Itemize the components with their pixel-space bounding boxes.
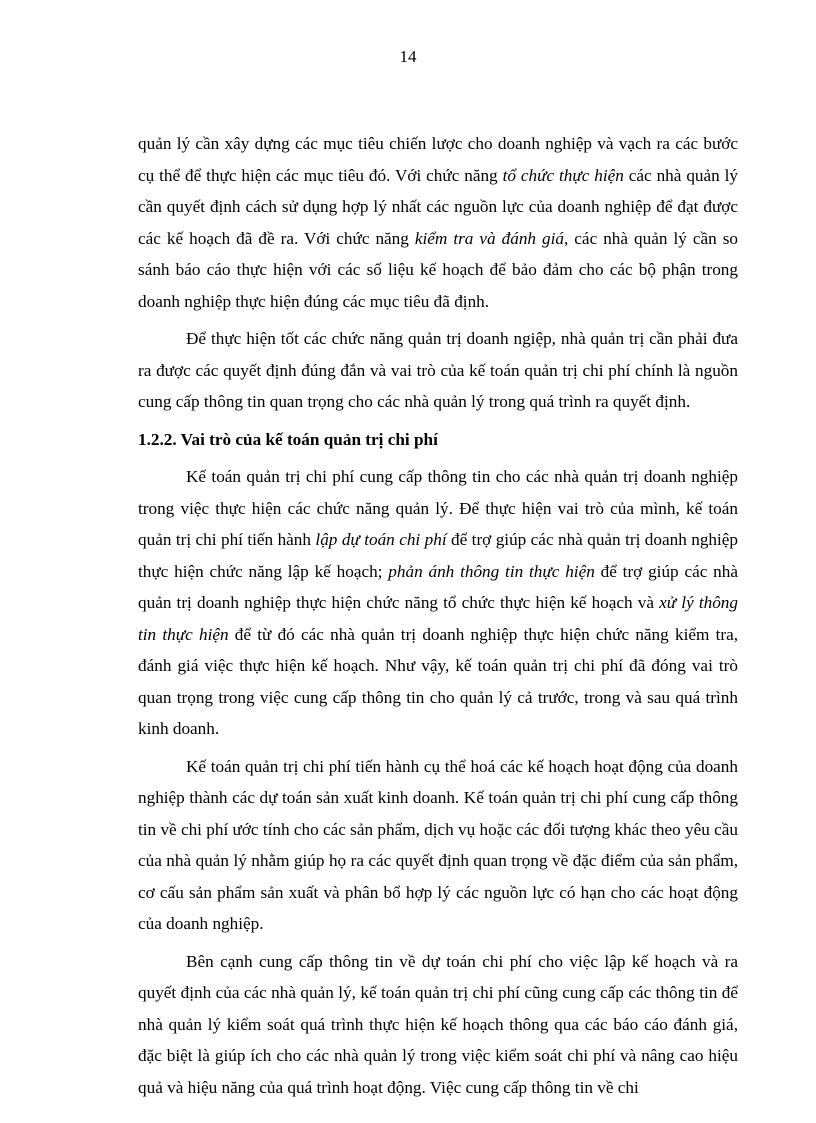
paragraph-text: Kế toán quản trị chi phí cung cấp thông tin cho các nhà quản trị doanh nghiệp trong việc thực hiện các chức năng quản lý. Để thực hiện vai trò của mình, kế toán quản trị chi phí tiến hành	[138, 467, 738, 549]
paragraph-text: quản lý cần xây dựng các mục tiêu chiến lược cho doanh nghiệp và vạch ra các bước cụ thể để thực hiện các mục tiêu đó. Với chức năng	[138, 134, 738, 185]
page-number: 14	[399, 47, 417, 66]
paragraph-text: để trợ giúp các nhà quản trị doanh nghiệp thực hiện chức năng tổ chức thực hiện kế hoạch và	[138, 561, 738, 612]
emphasis-text: lập dự toán chi phí	[315, 530, 447, 549]
paragraph-decision-making: Để thực hiện tốt các chức năng quản trị doanh ngiệp, nhà quản trị cần phải đưa ra được các quyết định đúng đắn và vai trò của kế toán quản trị chi phí chính là nguồn cung cấp thông tin quan trọng cho các nhà quản lý trong quá trình ra quyết định.	[138, 329, 738, 411]
paragraph-management-functions	[138, 128, 738, 317]
document-body	[138, 128, 738, 1109]
paragraph-cost-control: Bên cạnh cung cấp thông tin về dự toán chi phí cho việc lập kế hoạch và ra quyết định của các nhà quản lý, kế toán quản trị chi phí cũng cung cấp các thông tin để nhà quản lý kiểm soát quá trình thực hiện kế hoạch thông qua các báo cáo đánh giá, đặc biệt là giúp ích cho các nhà quản lý trong việc kiểm soát chi phí và nâng cao hiệu quả và hiệu năng của quá trình hoạt động. Việc cung cấp thông tin về chi	[138, 951, 738, 1097]
emphasis-text: kiểm tra và đánh giá	[414, 228, 564, 248]
paragraph-production-estimates: Kế toán quản trị chi phí tiến hành cụ thể hoá các kế hoạch hoạt động của doanh nghiệp thành các dự toán sản xuất kinh doanh. Kế toán quản trị chi phí cung cấp thông tin về chi phí ước tính cho các sản phẩm, dịch vụ hoặc các đối tượng khác theo yêu cầu của nhà quản lý nhằm giúp họ ra các quyết định quan trọng về đặc điểm của sản phẩm, cơ cấu sản phẩm sản xuất và phân bổ hợp lý các nguồn lực có hạn cho các hoạt động của doanh nghiệp.	[138, 756, 738, 933]
paragraph-text: để trợ giúp các nhà quản trị doanh nghiệp thực hiện chức năng lập kế hoạch;	[138, 530, 738, 581]
paragraph-text: , các nhà quản lý cần so sánh báo cáo thực hiện với các số liệu kế hoạch để bảo đảm cho các bộ phận trong doanh nghiệp thực hiện đúng các mục tiêu đã định.	[138, 228, 738, 311]
paragraph-text: để từ đó các nhà quản trị doanh nghiệp thực hiện chức năng kiểm tra, đánh giá việc thực hiện kế hoạch. Như vậy, kế toán quản trị chi phí đã đóng vai trò quan trọng trong việc cung cấp thông tin cho quản lý cả trước, trong và sau quá trình kinh doanh.	[138, 624, 738, 738]
paragraph-text: các nhà quản lý cần quyết định cách sử dụng hợp lý nhất các nguồn lực của doanh nghiệp để đạt được các kế hoạch đã đề ra. Với chức năng	[138, 165, 739, 248]
section-heading: 1.2.2. Vai trò của kế toán quản trị chi phí	[138, 429, 438, 449]
emphasis-text: phản ánh thông tin thực hiện	[388, 561, 595, 581]
emphasis-text: xử lý thông tin thực hiện	[138, 593, 738, 644]
paragraph-cost-accounting-role	[138, 461, 738, 745]
emphasis-text: tổ chức thực hiện	[502, 165, 624, 185]
